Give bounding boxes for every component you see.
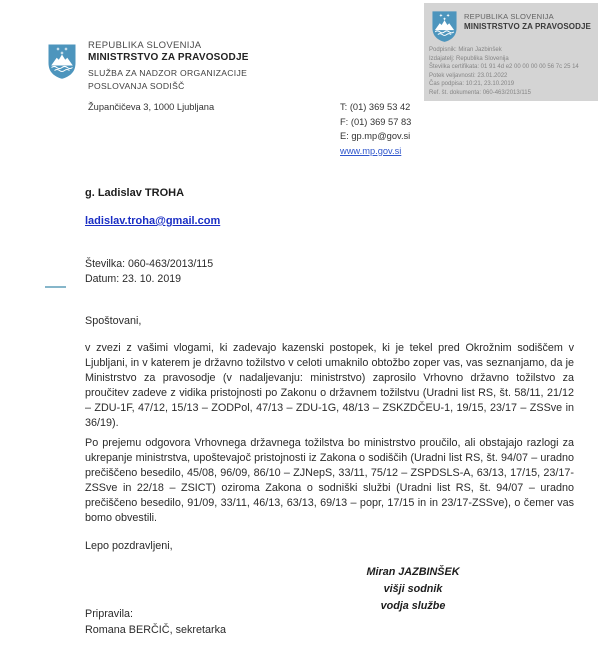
reference-number: Številka: 060-463/2013/115 xyxy=(85,258,214,270)
prepared-by-name: Romana BERČIČ, sekretarka xyxy=(85,623,227,636)
contact-fax: F: (01) 369 57 83 xyxy=(340,116,412,127)
stamp-certificate-number: Številka certifikata: 01 91 4d e2 00 00 00 00 56 7c 25 14 xyxy=(429,64,579,71)
stamp-signer: Podpisnik: Miran Jazbinšek xyxy=(429,47,502,53)
stamp-ministry: MINISTRSTVO ZA PRAVOSODJE xyxy=(464,22,591,31)
letterhead-office-line2: POSLOVANJA SODIŠČ xyxy=(88,81,185,91)
contact-email: E: gp.mp@gov.si xyxy=(340,131,411,142)
stamp-validity: Potek veljavnosti: 23.01.2022 xyxy=(429,72,508,79)
stamp-signing-time: Čas podpisa: 10:21, 23.10.2019 xyxy=(429,81,515,88)
recipient-name: g. Ladislav TROHA xyxy=(85,187,185,199)
closing-greeting: Lepo pozdravljeni, xyxy=(85,540,173,552)
letterhead-country: REPUBLIKA SLOVENIJA xyxy=(88,40,202,51)
letterhead-address: Župančičeva 3, 1000 Ljubljana xyxy=(88,102,215,112)
prepared-by-label: Pripravila: xyxy=(85,608,134,620)
recipient-email-link[interactable]: ladislav.troha@gmail.com xyxy=(85,215,221,227)
stamp-country: REPUBLIKA SLOVENIJA xyxy=(464,12,554,21)
stamp-document-ref: Ref. št. dokumenta: 060-463/2013/115 xyxy=(429,89,531,96)
digital-signature-stamp xyxy=(424,3,598,101)
signer-title-2: vodja službe xyxy=(380,600,446,612)
contact-block xyxy=(340,100,411,158)
stamp-coat-of-arms-icon xyxy=(431,10,458,48)
signer-name: Miran JAZBINŠEK xyxy=(366,566,460,578)
stamp-issuer: Izdajatelj: Republika Slovenija xyxy=(429,55,509,62)
contact-phone: T: (01) 369 53 42 xyxy=(340,102,411,112)
slovenia-coat-of-arms-icon xyxy=(47,43,77,85)
signature-block xyxy=(318,564,508,615)
fold-mark xyxy=(45,286,66,288)
body-paragraph-1: v zvezi z vašimi vlogami, ki zadevajo kazenski postopek, ki je tekel pred Okrožnim sodiščem v Ljubljani, in v katerem je državno tožilstvo v celoti umaknilo obtožbo zoper vas, vas seznanjamo, da je Ministrstvo za pravosodje (v nadaljevanju: ministrstvo) zaprosilo Vrhovno državno tožilstvo za proučitev zadeve z vidika pristojnosti po Zakonu o državnem tožilstvu (Uradni list RS, št. 58/11, 21/12 – ZDU-1F, 47/12, 15/13 – ZODPol, 47/13 – ZDU-1G, 48/13 – ZSKZDČEU-1, 19/15, 23/17 – ZSSve in 36/19). xyxy=(85,342,574,429)
stamp-details xyxy=(429,46,579,98)
recipient-email-row xyxy=(85,215,220,227)
prepared-by-block xyxy=(85,607,226,638)
website-link[interactable]: www.mp.gov.si xyxy=(340,145,402,156)
salutation: Spoštovani, xyxy=(85,315,142,327)
reference-date: Datum: 23. 10. 2019 xyxy=(85,273,181,285)
signer-title-1: višji sodnik xyxy=(383,583,443,595)
body-paragraph-2: Po prejemu odgovora Vrhovnega državnega tožilstva bo ministrstvo proučilo, ali obstajajo razlogi za ukrepanje ministrstva, upoštevajoč pristojnosti iz Zakona o sodiščih (Uradni list RS, št. 94/07 – uradno prečiščeno besedilo, 45/08, 96/09, 86/10 – ZJNepS, 33/11, 75/12 – ZSPDSLS-A, 63/13, 17/15, 23/17-ZSSve in 22/18 – ZSICT) oziroma Zakona o sodniški službi (Uradni list RS, št. 94/07 – uradno prečiščeno besedilo, 91/09, 33/11, 46/13, 63/13, 69/13 – popr, 17/15 in in 23/17-ZSSve), o čemer vas bomo obvestili. xyxy=(85,437,574,524)
letterhead-ministry: MINISTRSTVO ZA PRAVOSODJE xyxy=(88,52,249,63)
letterhead-office-line1: SLUŽBA ZA NADZOR ORGANIZACIJE xyxy=(88,68,248,78)
